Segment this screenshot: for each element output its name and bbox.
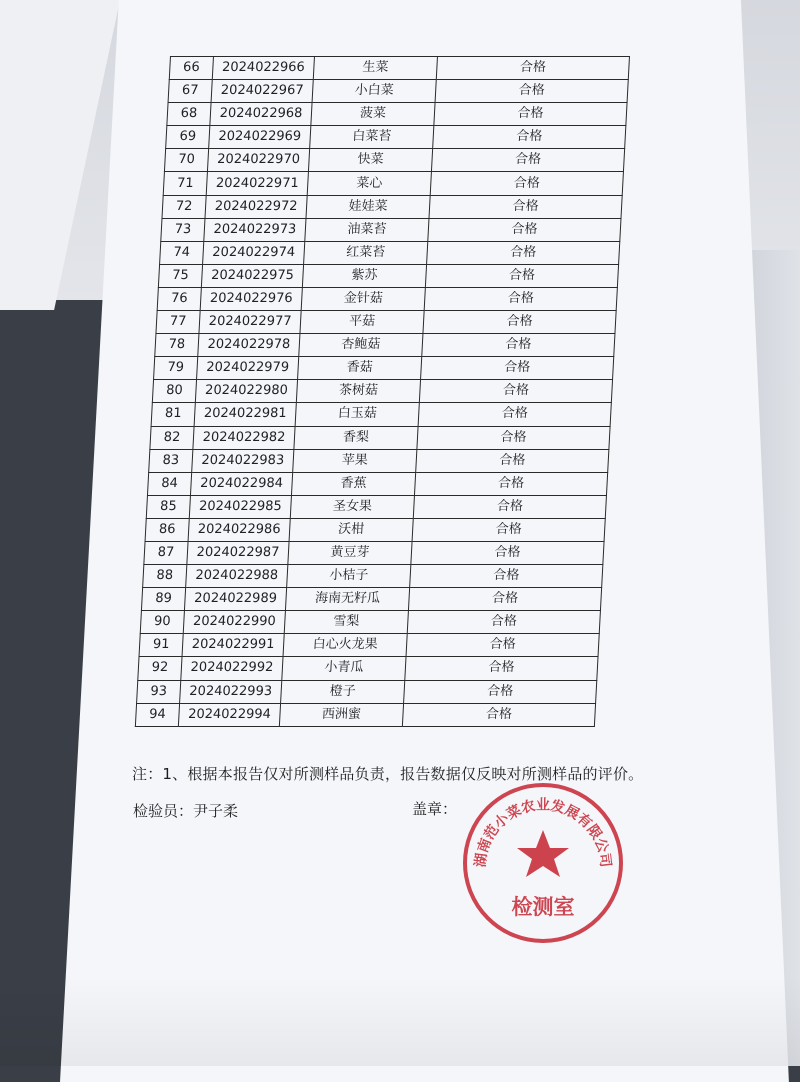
sample-name: 沃柑 — [289, 518, 413, 541]
sample-id: 2024022988 — [186, 565, 288, 588]
seal-org-text: 湖南范小菜农业发展有限公司 — [472, 797, 614, 869]
sample-id: 2024022992 — [181, 657, 283, 680]
row-number: 67 — [168, 80, 212, 103]
sample-id: 2024022977 — [199, 311, 301, 334]
sample-id: 2024022990 — [183, 611, 285, 634]
test-result: 合格 — [435, 80, 628, 103]
test-result: 合格 — [421, 357, 614, 380]
sample-name: 橙子 — [281, 680, 405, 703]
row-number: 69 — [166, 126, 210, 149]
table-row — [156, 311, 616, 334]
test-result: 合格 — [423, 311, 616, 334]
test-result: 合格 — [418, 403, 611, 426]
table-row — [147, 472, 607, 495]
sample-name: 菠菜 — [311, 103, 435, 126]
test-result: 合格 — [428, 218, 621, 241]
sample-id: 2024022979 — [197, 357, 299, 380]
sample-name: 娃娃菜 — [306, 195, 430, 218]
test-result: 合格 — [436, 57, 629, 80]
row-number: 93 — [137, 680, 181, 703]
sample-name: 海南无籽瓜 — [285, 588, 409, 611]
row-number: 79 — [154, 357, 198, 380]
table-row — [155, 334, 615, 357]
row-number: 90 — [140, 611, 184, 634]
test-result: 合格 — [402, 703, 595, 726]
sample-name: 杏鲍菇 — [299, 334, 423, 357]
row-number: 89 — [141, 588, 185, 611]
sample-id: 2024022980 — [195, 380, 297, 403]
sample-name: 香梨 — [294, 426, 418, 449]
sample-name: 菜心 — [307, 172, 431, 195]
table-row — [150, 426, 610, 449]
table-row — [144, 541, 604, 564]
test-result: 合格 — [411, 541, 604, 564]
sample-result-table — [135, 56, 630, 727]
row-number: 78 — [155, 334, 199, 357]
test-result: 合格 — [433, 126, 626, 149]
test-result: 合格 — [434, 103, 627, 126]
row-number: 88 — [143, 565, 187, 588]
test-result: 合格 — [422, 334, 615, 357]
sample-id: 2024022983 — [192, 449, 294, 472]
row-number: 74 — [160, 241, 204, 264]
sample-name: 红菜苔 — [304, 241, 428, 264]
sample-name: 平菇 — [300, 311, 424, 334]
sample-id: 2024022989 — [184, 588, 286, 611]
row-number: 75 — [158, 264, 202, 287]
sample-id: 2024022969 — [209, 126, 311, 149]
test-result: 合格 — [405, 657, 598, 680]
test-result: 合格 — [413, 495, 606, 518]
sample-id: 2024022975 — [201, 264, 303, 287]
test-result: 合格 — [430, 172, 623, 195]
row-number: 72 — [162, 195, 206, 218]
row-number: 91 — [139, 634, 183, 657]
row-number: 94 — [135, 703, 179, 726]
sample-id: 2024022971 — [206, 172, 308, 195]
table-row — [145, 518, 605, 541]
table-row — [140, 611, 600, 634]
test-result: 合格 — [419, 380, 612, 403]
sample-id: 2024022982 — [193, 426, 295, 449]
seal-star-icon — [517, 830, 569, 877]
inspector-label: 检验员：尹子柔 — [133, 802, 239, 820]
table-row — [157, 287, 617, 310]
test-result: 合格 — [427, 241, 620, 264]
test-result: 合格 — [429, 195, 622, 218]
sample-id: 2024022970 — [207, 149, 309, 172]
table-row — [160, 241, 620, 264]
table-row — [143, 565, 603, 588]
sample-name: 茶树菇 — [296, 380, 420, 403]
table-row — [169, 57, 629, 80]
test-result: 合格 — [425, 264, 618, 287]
row-number: 83 — [149, 449, 193, 472]
sample-name: 黄豆芽 — [288, 541, 412, 564]
row-number: 70 — [164, 149, 208, 172]
table-row — [138, 657, 598, 680]
table-row — [137, 680, 597, 703]
table-row — [161, 218, 621, 241]
table-row — [146, 495, 606, 518]
sample-name: 小白菜 — [312, 80, 436, 103]
sample-id: 2024022985 — [189, 495, 291, 518]
sample-name: 白心火龙果 — [283, 634, 407, 657]
row-number: 77 — [156, 311, 200, 334]
sample-id: 2024022972 — [205, 195, 307, 218]
test-result: 合格 — [412, 518, 605, 541]
test-result: 合格 — [407, 611, 600, 634]
sample-id: 2024022978 — [198, 334, 300, 357]
row-number: 68 — [167, 103, 211, 126]
row-number: 80 — [152, 380, 196, 403]
row-number: 73 — [161, 218, 205, 241]
row-number: 85 — [146, 495, 190, 518]
row-number: 87 — [144, 541, 188, 564]
sample-name: 西洲蜜 — [279, 703, 403, 726]
sample-name: 香蕉 — [291, 472, 415, 495]
row-number: 76 — [157, 287, 201, 310]
sample-name: 生菜 — [313, 57, 437, 80]
sample-name: 白玉菇 — [295, 403, 419, 426]
table-row — [167, 103, 627, 126]
sample-name: 油菜苔 — [305, 218, 429, 241]
table-row — [168, 80, 628, 103]
official-seal — [458, 778, 628, 948]
row-number: 71 — [163, 172, 207, 195]
report-note: 注：1、根据本报告仅对所测样品负责，报告数据仅反映对所测样品的评价。 — [132, 765, 644, 783]
sample-id: 2024022968 — [210, 103, 312, 126]
row-number: 86 — [145, 518, 189, 541]
table-row — [154, 357, 614, 380]
sample-id: 2024022991 — [182, 634, 284, 657]
table-row — [158, 264, 618, 287]
sample-name: 雪梨 — [284, 611, 408, 634]
row-number: 81 — [151, 403, 195, 426]
sample-name: 小青瓜 — [282, 657, 406, 680]
sample-id: 2024022984 — [190, 472, 292, 495]
test-result: 合格 — [404, 680, 597, 703]
sample-name: 快菜 — [308, 149, 432, 172]
sample-name: 圣女果 — [290, 495, 414, 518]
sample-name: 小桔子 — [287, 565, 411, 588]
sample-id: 2024022987 — [187, 541, 289, 564]
seal-unit-text: 检测室 — [511, 895, 575, 919]
table-row — [135, 703, 595, 726]
sample-id: 2024022981 — [194, 403, 296, 426]
table-row — [151, 403, 611, 426]
table-row — [141, 588, 601, 611]
sample-id: 2024022966 — [212, 57, 314, 80]
test-result: 合格 — [414, 472, 607, 495]
row-number: 66 — [169, 57, 213, 80]
row-number: 82 — [150, 426, 194, 449]
sample-id: 2024022994 — [178, 703, 280, 726]
table-row — [164, 149, 624, 172]
sample-id: 2024022967 — [211, 80, 313, 103]
test-result: 合格 — [410, 565, 603, 588]
sample-id: 2024022974 — [203, 241, 305, 264]
table-row — [163, 172, 623, 195]
sample-id: 2024022993 — [180, 680, 282, 703]
test-result: 合格 — [424, 287, 617, 310]
test-result: 合格 — [416, 449, 609, 472]
sample-id: 2024022976 — [200, 287, 302, 310]
table-row — [162, 195, 622, 218]
sample-name: 紫苏 — [302, 264, 426, 287]
seal-label: 盖章： — [412, 800, 458, 818]
test-result: 合格 — [408, 588, 601, 611]
sample-id: 2024022973 — [204, 218, 306, 241]
row-number: 92 — [138, 657, 182, 680]
table-row — [166, 126, 626, 149]
table-body — [135, 57, 629, 727]
sample-name: 白菜苔 — [310, 126, 434, 149]
table-row — [139, 634, 599, 657]
sample-name: 金针菇 — [301, 287, 425, 310]
sample-name: 香菇 — [298, 357, 422, 380]
test-result: 合格 — [431, 149, 624, 172]
table-row — [152, 380, 612, 403]
sample-id: 2024022986 — [188, 518, 290, 541]
test-result: 合格 — [406, 634, 599, 657]
sample-name: 苹果 — [293, 449, 417, 472]
test-result: 合格 — [417, 426, 610, 449]
table-row — [149, 449, 609, 472]
row-number: 84 — [147, 472, 191, 495]
